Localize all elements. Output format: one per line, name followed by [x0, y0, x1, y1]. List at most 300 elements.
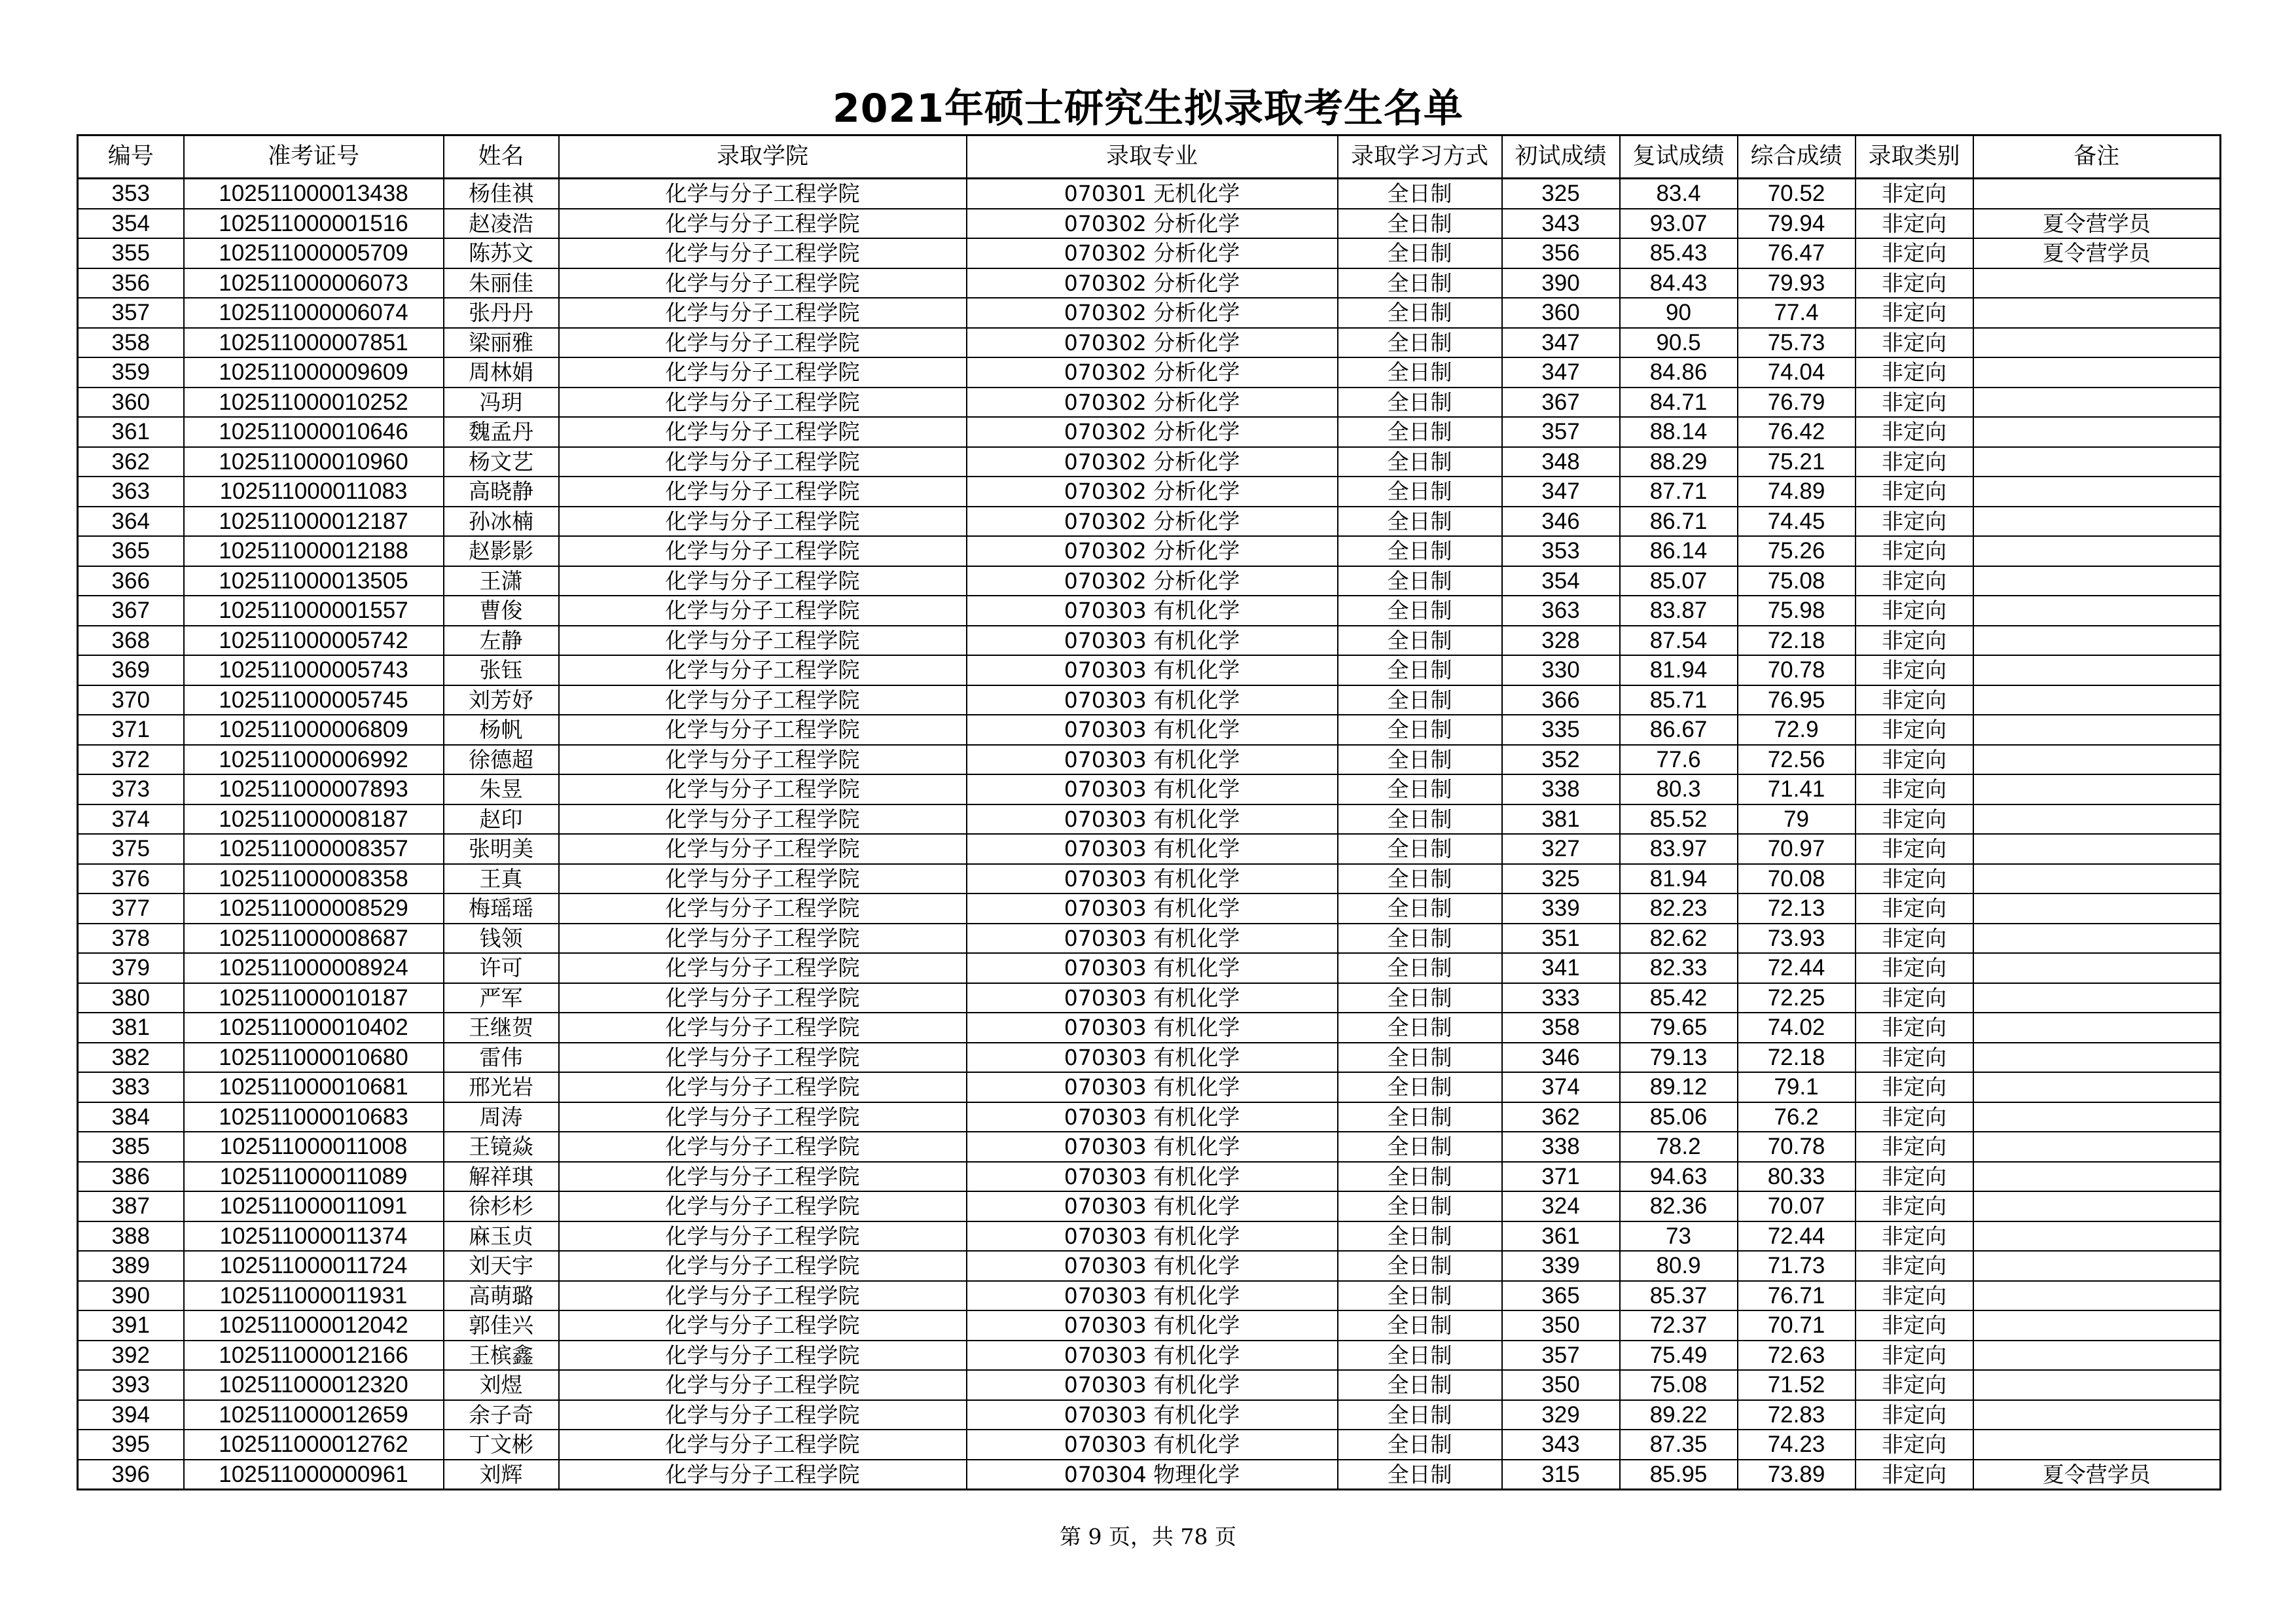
table-row: [78, 209, 2221, 239]
cell-id: 382: [78, 1043, 184, 1073]
cell-category: 非定向: [1856, 1191, 1973, 1221]
cell-retest-score: 93.07: [1620, 209, 1738, 239]
cell-exam-number: 102511000010681: [184, 1072, 444, 1102]
cell-category: 非定向: [1856, 179, 1973, 209]
cell-category: 非定向: [1856, 1370, 1973, 1400]
cell-name: 王真: [444, 864, 559, 894]
cell-category: 非定向: [1856, 953, 1973, 983]
cell-total-score: 70.08: [1738, 864, 1856, 894]
cell-category: 非定向: [1856, 804, 1973, 835]
cell-remarks: [1973, 179, 2221, 209]
cell-name: 雷伟: [444, 1043, 559, 1073]
cell-school: 化学与分子工程学院: [559, 1251, 967, 1281]
cell-remarks: [1973, 477, 2221, 507]
cell-major: 070303 有机化学: [967, 924, 1338, 954]
cell-study-mode: 全日制: [1338, 1221, 1502, 1252]
cell-school: 化学与分子工程学院: [559, 983, 967, 1013]
cell-exam-number: 102511000007893: [184, 774, 444, 804]
cell-total-score: 73.89: [1738, 1460, 1856, 1490]
cell-category: 非定向: [1856, 417, 1973, 447]
cell-name: 左静: [444, 626, 559, 656]
cell-initial-score: 360: [1502, 298, 1620, 328]
cell-name: 高晓静: [444, 477, 559, 507]
cell-exam-number: 102511000006992: [184, 745, 444, 775]
cell-exam-number: 102511000008358: [184, 864, 444, 894]
table-row: [78, 238, 2221, 268]
cell-total-score: 74.04: [1738, 357, 1856, 388]
cell-retest-score: 86.71: [1620, 507, 1738, 537]
cell-initial-score: 339: [1502, 893, 1620, 924]
cell-major: 070303 有机化学: [967, 715, 1338, 745]
table-row: [78, 1191, 2221, 1221]
cell-exam-number: 102511000011724: [184, 1251, 444, 1281]
cell-school: 化学与分子工程学院: [559, 388, 967, 418]
cell-category: 非定向: [1856, 596, 1973, 626]
cell-exam-number: 102511000008357: [184, 834, 444, 864]
table-row: [78, 447, 2221, 477]
cell-school: 化学与分子工程学院: [559, 804, 967, 835]
cell-category: 非定向: [1856, 1341, 1973, 1371]
cell-category: 非定向: [1856, 774, 1973, 804]
cell-category: 非定向: [1856, 1072, 1973, 1102]
cell-initial-score: 338: [1502, 774, 1620, 804]
page-footer: 第 9 页，共 78 页: [1060, 1524, 1236, 1549]
cell-name: 刘辉: [444, 1460, 559, 1490]
cell-initial-score: 329: [1502, 1400, 1620, 1430]
cell-id: 357: [78, 298, 184, 328]
cell-major: 070303 有机化学: [967, 1162, 1338, 1192]
column-header-id: 编号: [78, 135, 184, 179]
cell-remarks: 夏令营学员: [1973, 238, 2221, 268]
cell-category: 非定向: [1856, 1013, 1973, 1043]
cell-category: 非定向: [1856, 536, 1973, 566]
cell-remarks: [1973, 1310, 2221, 1341]
cell-major: 070302 分析化学: [967, 536, 1338, 566]
cell-exam-number: 102511000009609: [184, 357, 444, 388]
cell-major: 070303 有机化学: [967, 1102, 1338, 1132]
cell-name: 赵凌浩: [444, 209, 559, 239]
cell-name: 杨文艺: [444, 447, 559, 477]
cell-retest-score: 85.07: [1620, 566, 1738, 596]
cell-retest-score: 85.95: [1620, 1460, 1738, 1490]
cell-id: 355: [78, 238, 184, 268]
cell-study-mode: 全日制: [1338, 477, 1502, 507]
cell-major: 070304 物理化学: [967, 1460, 1338, 1490]
table-row: [78, 953, 2221, 983]
cell-category: 非定向: [1856, 834, 1973, 864]
cell-name: 解祥琪: [444, 1162, 559, 1192]
cell-id: 371: [78, 715, 184, 745]
cell-remarks: 夏令营学员: [1973, 1460, 2221, 1490]
cell-initial-score: 365: [1502, 1281, 1620, 1311]
cell-category: 非定向: [1856, 715, 1973, 745]
table-row: [78, 715, 2221, 745]
cell-total-score: 75.26: [1738, 536, 1856, 566]
table-row: [78, 179, 2221, 209]
cell-total-score: 79.93: [1738, 268, 1856, 298]
cell-study-mode: 全日制: [1338, 864, 1502, 894]
cell-exam-number: 102511000010252: [184, 388, 444, 418]
cell-total-score: 73.93: [1738, 924, 1856, 954]
cell-category: 非定向: [1856, 1162, 1973, 1192]
cell-retest-score: 85.37: [1620, 1281, 1738, 1311]
cell-total-score: 74.02: [1738, 1013, 1856, 1043]
table-row: [78, 1162, 2221, 1192]
cell-total-score: 76.71: [1738, 1281, 1856, 1311]
cell-study-mode: 全日制: [1338, 357, 1502, 388]
cell-total-score: 71.41: [1738, 774, 1856, 804]
cell-exam-number: 102511000005743: [184, 655, 444, 685]
cell-total-score: 76.42: [1738, 417, 1856, 447]
cell-school: 化学与分子工程学院: [559, 1191, 967, 1221]
cell-remarks: [1973, 1191, 2221, 1221]
cell-remarks: [1973, 1221, 2221, 1252]
cell-study-mode: 全日制: [1338, 1043, 1502, 1073]
cell-name: 陈苏文: [444, 238, 559, 268]
cell-category: 非定向: [1856, 1400, 1973, 1430]
cell-major: 070303 有机化学: [967, 745, 1338, 775]
cell-name: 麻玉贞: [444, 1221, 559, 1252]
cell-exam-number: 102511000012762: [184, 1430, 444, 1460]
cell-study-mode: 全日制: [1338, 626, 1502, 656]
cell-total-score: 77.4: [1738, 298, 1856, 328]
cell-retest-score: 78.2: [1620, 1132, 1738, 1162]
table-row: [78, 536, 2221, 566]
cell-school: 化学与分子工程学院: [559, 536, 967, 566]
cell-remarks: [1973, 655, 2221, 685]
cell-category: 非定向: [1856, 507, 1973, 537]
cell-remarks: [1973, 685, 2221, 715]
cell-exam-number: 102511000005745: [184, 685, 444, 715]
cell-initial-score: 366: [1502, 685, 1620, 715]
cell-school: 化学与分子工程学院: [559, 924, 967, 954]
cell-exam-number: 102511000007851: [184, 328, 444, 358]
table-row: [78, 1072, 2221, 1102]
table-row: [78, 1460, 2221, 1490]
cell-id: 360: [78, 388, 184, 418]
cell-exam-number: 102511000012188: [184, 536, 444, 566]
cell-retest-score: 84.71: [1620, 388, 1738, 418]
cell-major: 070302 分析化学: [967, 388, 1338, 418]
cell-retest-score: 88.29: [1620, 447, 1738, 477]
cell-id: 374: [78, 804, 184, 835]
cell-total-score: 70.07: [1738, 1191, 1856, 1221]
cell-study-mode: 全日制: [1338, 1460, 1502, 1490]
table-row: [78, 655, 2221, 685]
cell-total-score: 70.52: [1738, 179, 1856, 209]
cell-name: 周涛: [444, 1102, 559, 1132]
cell-total-score: 76.79: [1738, 388, 1856, 418]
cell-school: 化学与分子工程学院: [559, 566, 967, 596]
cell-name: 张钰: [444, 655, 559, 685]
cell-major: 070303 有机化学: [967, 596, 1338, 626]
page-title: 2021年硕士研究生拟录取考生名单: [833, 86, 1463, 132]
cell-retest-score: 81.94: [1620, 655, 1738, 685]
cell-remarks: [1973, 745, 2221, 775]
cell-initial-score: 325: [1502, 864, 1620, 894]
cell-study-mode: 全日制: [1338, 238, 1502, 268]
cell-id: 377: [78, 893, 184, 924]
cell-id: 379: [78, 953, 184, 983]
table-row: [78, 1430, 2221, 1460]
cell-major: 070302 分析化学: [967, 417, 1338, 447]
cell-retest-score: 84.43: [1620, 268, 1738, 298]
table-row: [78, 745, 2221, 775]
cell-id: 389: [78, 1251, 184, 1281]
cell-category: 非定向: [1856, 268, 1973, 298]
cell-study-mode: 全日制: [1338, 1072, 1502, 1102]
cell-school: 化学与分子工程学院: [559, 953, 967, 983]
cell-school: 化学与分子工程学院: [559, 1043, 967, 1073]
cell-category: 非定向: [1856, 655, 1973, 685]
cell-id: 358: [78, 328, 184, 358]
cell-remarks: [1973, 566, 2221, 596]
cell-initial-score: 347: [1502, 328, 1620, 358]
cell-name: 严军: [444, 983, 559, 1013]
cell-retest-score: 85.71: [1620, 685, 1738, 715]
cell-school: 化学与分子工程学院: [559, 1370, 967, 1400]
cell-exam-number: 102511000013505: [184, 566, 444, 596]
cell-total-score: 76.47: [1738, 238, 1856, 268]
cell-id: 354: [78, 209, 184, 239]
cell-id: 362: [78, 447, 184, 477]
cell-name: 张丹丹: [444, 298, 559, 328]
cell-id: 376: [78, 864, 184, 894]
table-row: [78, 626, 2221, 656]
cell-name: 邢光岩: [444, 1072, 559, 1102]
cell-remarks: [1973, 1341, 2221, 1371]
cell-initial-score: 343: [1502, 209, 1620, 239]
cell-initial-score: 339: [1502, 1251, 1620, 1281]
cell-name: 王槟鑫: [444, 1341, 559, 1371]
cell-retest-score: 75.08: [1620, 1370, 1738, 1400]
cell-exam-number: 102511000001557: [184, 596, 444, 626]
cell-total-score: 74.89: [1738, 477, 1856, 507]
cell-school: 化学与分子工程学院: [559, 1310, 967, 1341]
cell-exam-number: 102511000011008: [184, 1132, 444, 1162]
cell-retest-score: 90: [1620, 298, 1738, 328]
cell-study-mode: 全日制: [1338, 209, 1502, 239]
cell-name: 赵影影: [444, 536, 559, 566]
cell-study-mode: 全日制: [1338, 953, 1502, 983]
cell-total-score: 75.73: [1738, 328, 1856, 358]
cell-remarks: [1973, 1400, 2221, 1430]
cell-initial-score: 354: [1502, 566, 1620, 596]
cell-name: 王潇: [444, 566, 559, 596]
cell-major: 070302 分析化学: [967, 357, 1338, 388]
cell-initial-score: 357: [1502, 1341, 1620, 1371]
column-header-category: 录取类别: [1856, 135, 1973, 179]
cell-major: 070303 有机化学: [967, 774, 1338, 804]
cell-initial-score: 361: [1502, 1221, 1620, 1252]
table-row: [78, 388, 2221, 418]
cell-school: 化学与分子工程学院: [559, 1460, 967, 1490]
cell-major: 070303 有机化学: [967, 1251, 1338, 1281]
cell-name: 高萌璐: [444, 1281, 559, 1311]
cell-exam-number: 102511000008187: [184, 804, 444, 835]
table-row: [78, 864, 2221, 894]
cell-category: 非定向: [1856, 1430, 1973, 1460]
cell-category: 非定向: [1856, 357, 1973, 388]
cell-school: 化学与分子工程学院: [559, 477, 967, 507]
cell-total-score: 75.08: [1738, 566, 1856, 596]
cell-school: 化学与分子工程学院: [559, 298, 967, 328]
cell-remarks: [1973, 388, 2221, 418]
cell-remarks: [1973, 893, 2221, 924]
cell-major: 070303 有机化学: [967, 864, 1338, 894]
cell-retest-score: 86.67: [1620, 715, 1738, 745]
cell-initial-score: 374: [1502, 1072, 1620, 1102]
cell-initial-score: 363: [1502, 596, 1620, 626]
cell-name: 魏孟丹: [444, 417, 559, 447]
cell-school: 化学与分子工程学院: [559, 893, 967, 924]
table-row: [78, 983, 2221, 1013]
cell-remarks: [1973, 774, 2221, 804]
cell-category: 非定向: [1856, 477, 1973, 507]
cell-major: 070302 分析化学: [967, 447, 1338, 477]
cell-exam-number: 102511000012659: [184, 1400, 444, 1430]
cell-major: 070303 有机化学: [967, 685, 1338, 715]
cell-major: 070303 有机化学: [967, 1191, 1338, 1221]
cell-remarks: [1973, 596, 2221, 626]
cell-exam-number: 102511000010402: [184, 1013, 444, 1043]
cell-study-mode: 全日制: [1338, 1430, 1502, 1460]
cell-total-score: 72.9: [1738, 715, 1856, 745]
cell-school: 化学与分子工程学院: [559, 447, 967, 477]
cell-initial-score: 315: [1502, 1460, 1620, 1490]
admission-table: [77, 134, 2221, 1490]
cell-school: 化学与分子工程学院: [559, 864, 967, 894]
cell-exam-number: 102511000012320: [184, 1370, 444, 1400]
cell-id: 356: [78, 268, 184, 298]
cell-exam-number: 102511000008529: [184, 893, 444, 924]
cell-id: 365: [78, 536, 184, 566]
cell-id: 388: [78, 1221, 184, 1252]
cell-total-score: 76.2: [1738, 1102, 1856, 1132]
cell-id: 378: [78, 924, 184, 954]
cell-study-mode: 全日制: [1338, 685, 1502, 715]
cell-retest-score: 90.5: [1620, 328, 1738, 358]
cell-category: 非定向: [1856, 864, 1973, 894]
cell-name: 孙冰楠: [444, 507, 559, 537]
cell-retest-score: 85.42: [1620, 983, 1738, 1013]
cell-category: 非定向: [1856, 1460, 1973, 1490]
cell-major: 070302 分析化学: [967, 477, 1338, 507]
cell-total-score: 75.98: [1738, 596, 1856, 626]
cell-retest-score: 72.37: [1620, 1310, 1738, 1341]
cell-category: 非定向: [1856, 1310, 1973, 1341]
cell-id: 370: [78, 685, 184, 715]
cell-exam-number: 102511000005742: [184, 626, 444, 656]
cell-initial-score: 338: [1502, 1132, 1620, 1162]
cell-study-mode: 全日制: [1338, 1251, 1502, 1281]
cell-study-mode: 全日制: [1338, 774, 1502, 804]
cell-retest-score: 79.65: [1620, 1013, 1738, 1043]
cell-id: 383: [78, 1072, 184, 1102]
cell-name: 朱昱: [444, 774, 559, 804]
cell-initial-score: 362: [1502, 1102, 1620, 1132]
table-row: [78, 1281, 2221, 1311]
cell-major: 070303 有机化学: [967, 834, 1338, 864]
cell-remarks: [1973, 298, 2221, 328]
cell-retest-score: 82.36: [1620, 1191, 1738, 1221]
cell-remarks: [1973, 715, 2221, 745]
cell-id: 386: [78, 1162, 184, 1192]
cell-major: 070302 分析化学: [967, 566, 1338, 596]
column-header-study-mode: 录取学习方式: [1338, 135, 1502, 179]
cell-retest-score: 80.3: [1620, 774, 1738, 804]
table-row: [78, 417, 2221, 447]
cell-remarks: [1973, 983, 2221, 1013]
cell-id: 381: [78, 1013, 184, 1043]
cell-major: 070302 分析化学: [967, 507, 1338, 537]
cell-initial-score: 325: [1502, 179, 1620, 209]
cell-remarks: [1973, 626, 2221, 656]
cell-remarks: [1973, 1072, 2221, 1102]
cell-total-score: 72.83: [1738, 1400, 1856, 1430]
cell-name: 刘芳妤: [444, 685, 559, 715]
cell-id: 392: [78, 1341, 184, 1371]
cell-remarks: [1973, 1102, 2221, 1132]
table-row: [78, 834, 2221, 864]
cell-total-score: 72.18: [1738, 626, 1856, 656]
cell-exam-number: 102511000013438: [184, 179, 444, 209]
cell-study-mode: 全日制: [1338, 1281, 1502, 1311]
column-header-total-score: 综合成绩: [1738, 135, 1856, 179]
table-row: [78, 685, 2221, 715]
table-header-row: [78, 135, 2221, 179]
cell-study-mode: 全日制: [1338, 417, 1502, 447]
cell-total-score: 76.95: [1738, 685, 1856, 715]
cell-retest-score: 80.9: [1620, 1251, 1738, 1281]
cell-major: 070303 有机化学: [967, 953, 1338, 983]
cell-remarks: [1973, 268, 2221, 298]
cell-category: 非定向: [1856, 238, 1973, 268]
table-row: [78, 357, 2221, 388]
cell-category: 非定向: [1856, 566, 1973, 596]
cell-id: 368: [78, 626, 184, 656]
cell-initial-score: 341: [1502, 953, 1620, 983]
cell-major: 070302 分析化学: [967, 328, 1338, 358]
cell-total-score: 74.23: [1738, 1430, 1856, 1460]
cell-name: 徐德超: [444, 745, 559, 775]
table-row: [78, 1400, 2221, 1430]
cell-retest-score: 73: [1620, 1221, 1738, 1252]
cell-category: 非定向: [1856, 209, 1973, 239]
cell-id: 366: [78, 566, 184, 596]
cell-retest-score: 83.97: [1620, 834, 1738, 864]
column-header-exam-number: 准考证号: [184, 135, 444, 179]
cell-id: 361: [78, 417, 184, 447]
cell-school: 化学与分子工程学院: [559, 1281, 967, 1311]
cell-study-mode: 全日制: [1338, 1162, 1502, 1192]
cell-category: 非定向: [1856, 447, 1973, 477]
cell-study-mode: 全日制: [1338, 1370, 1502, 1400]
cell-initial-score: 333: [1502, 983, 1620, 1013]
cell-total-score: 79.94: [1738, 209, 1856, 239]
table-row: [78, 1221, 2221, 1252]
table-row: [78, 566, 2221, 596]
cell-major: 070303 有机化学: [967, 1132, 1338, 1162]
cell-exam-number: 102511000011931: [184, 1281, 444, 1311]
cell-category: 非定向: [1856, 388, 1973, 418]
cell-retest-score: 87.54: [1620, 626, 1738, 656]
cell-initial-score: 347: [1502, 477, 1620, 507]
cell-remarks: [1973, 1013, 2221, 1043]
cell-retest-score: 75.49: [1620, 1341, 1738, 1371]
cell-retest-score: 94.63: [1620, 1162, 1738, 1192]
column-header-major: 录取专业: [967, 135, 1338, 179]
